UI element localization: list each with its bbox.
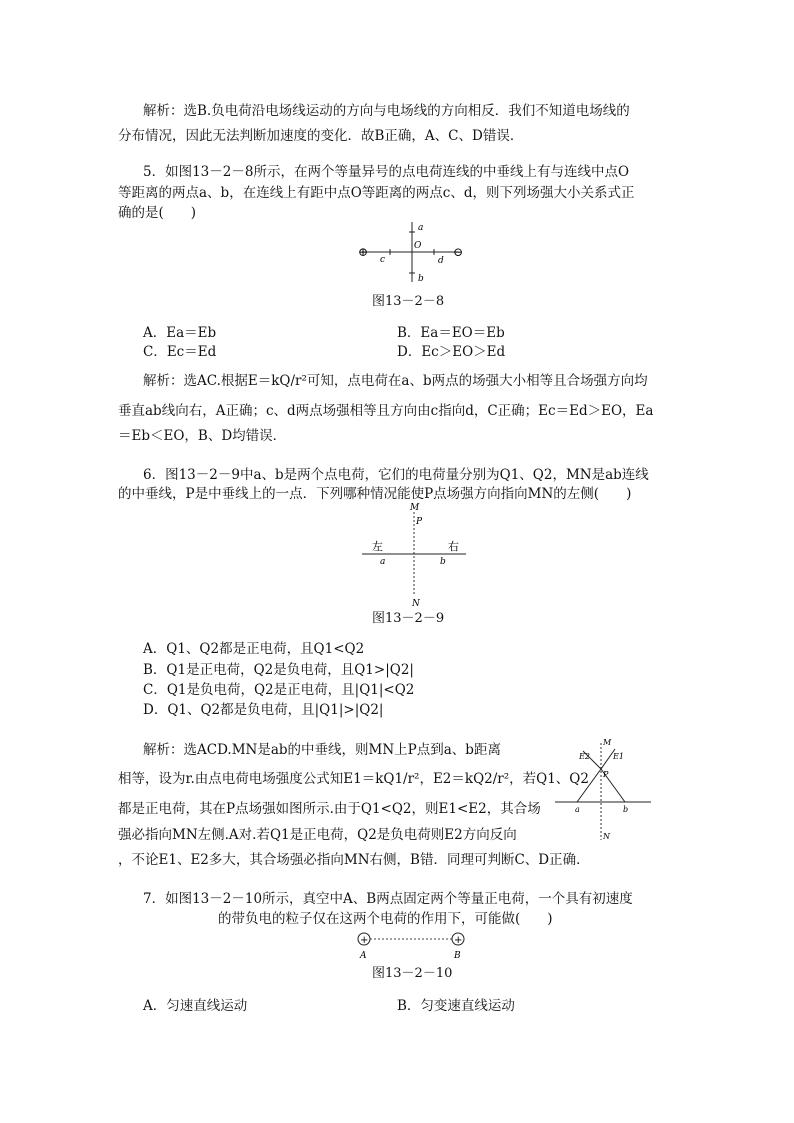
fig9-label-a: a [380, 557, 386, 567]
figure-13-2-10 [352, 930, 472, 962]
q6s-label-e2: E2 [579, 752, 590, 761]
q5-solution-line-1: 解析：选AC.根据E＝kQ/r²可知，点电荷在a、b两点的场强大小相等且合场强方向均 [143, 373, 648, 389]
q6-solution-line-1: 解析：选ACD.MN是ab的中垂线，则MN上P点到a、b距离 [143, 742, 501, 758]
fig10-label-a: A [360, 951, 367, 961]
q6-solution-figure [553, 735, 653, 845]
q4-solution-line-1: 解析：选B.负电荷沿电场线运动的方向与电场线的方向相反．我们不知道电场线的 [143, 103, 630, 119]
negative-charge-icon: ⊖ [453, 245, 464, 259]
q5-stem-line-3: 确的是( ) [118, 205, 197, 221]
figure-caption-13-2-9: 图13－2－9 [372, 611, 445, 626]
q6-solution-line-3: 都是正电荷，其在P点场强如图所示.由于Q1<Q2，则E1<E2，其合场 [118, 801, 541, 817]
q6-option-c: C．Q1是负电荷，Q2是正电荷，且|Q1|<Q2 [143, 682, 415, 698]
fig9-label-p: P [416, 517, 423, 527]
positive-charge-icon: ⊕ [358, 245, 369, 259]
fig9-label-n: N [412, 599, 420, 609]
q6s-label-b: b [623, 805, 629, 814]
q7-stem-line-1: 7．如图13－2－10所示，真空中A、B两点固定两个等量正电荷，一个具有初速度 [143, 891, 633, 907]
figure-13-2-8 [350, 218, 470, 288]
fig8-label-b: b [418, 274, 424, 284]
fig8-label-c: c [380, 255, 386, 265]
q6s-label-e1: E1 [613, 752, 624, 761]
figure-13-2-9 [350, 500, 480, 610]
q4-solution-line-2: 分布情况，因此无法判断加速度的变化．故B正确，A、C、D错误． [118, 128, 524, 144]
fig9-label-left: 左 [372, 540, 383, 553]
figure-caption-13-2-8: 图13－2－8 [372, 294, 445, 309]
q6-option-b: B．Q1是正电荷，Q2是负电荷，且Q1>|Q2| [143, 662, 414, 678]
q6-option-d: D．Q1、Q2都是负电荷，且|Q1|>|Q2| [143, 702, 384, 718]
q6-stem-line-1: 6．图13－2－9中a、b是两个点电荷，它们的电荷量分别为Q1、Q2，MN是ab连线 [143, 467, 649, 483]
q6-option-a: A．Q1、Q2都是正电荷，且Q1<Q2 [143, 641, 365, 657]
q7-option-a: A．匀速直线运动 [143, 998, 248, 1014]
q5-option-a: A．Ea＝Eb [143, 325, 217, 341]
q6s-label-a: a [575, 805, 580, 814]
charge-b-plus-icon: + [454, 935, 463, 946]
q5-option-c: C．Ec＝Ed [143, 344, 217, 360]
q5-option-b: B．Ea＝EO＝Eb [397, 325, 505, 341]
q6s-label-p: P [603, 770, 609, 779]
figure-caption-13-2-10: 图13－2－10 [372, 966, 453, 981]
q6s-label-m: M [603, 738, 612, 747]
q6s-label-n: N [603, 832, 610, 841]
q7-option-b: B．匀变速直线运动 [397, 998, 515, 1014]
q5-stem-line-2: 等距离的两点a、b，在连线上有距中点O等距离的两点c、d，则下列场强大小关系式正 [118, 185, 635, 201]
charge-a-plus-icon: + [360, 935, 369, 946]
q6-solution-line-5: ，不论E1、E2多大，其合场强必指向MN右侧，B错．同理可判断C、D正确． [118, 852, 590, 868]
fig8-label-a: a [418, 223, 424, 233]
q5-stem-line-1: 5．如图13－2－8所示，在两个等量异号的点电荷连线的中垂线上有与连线中点O [143, 164, 630, 180]
fig9-label-m: M [410, 503, 420, 513]
q6-solution-line-2: 相等，设为r.由点电荷电场强度公式知E1＝kQ1/r²，E2＝kQ2/r²，若Q1、Q2 [118, 771, 589, 787]
q6-solution-line-4: 强必指向MN左侧.A对.若Q1是正电荷，Q2是负电荷则E2方向反向 [118, 827, 517, 843]
fig9-label-right: 右 [448, 540, 459, 553]
fig9-label-b: b [440, 557, 446, 567]
q7-stem-line-2: 的带负电的粒子仅在这两个电荷的作用下，可能做( ) [218, 911, 553, 927]
fig8-label-d: d [438, 256, 444, 266]
q6-stem-line-2: 的中垂线，P是中垂线上的一点．下列哪种情况能使P点场强方向指向MN的左侧( ) [118, 486, 632, 502]
fig10-label-b: B [454, 951, 461, 961]
q5-option-d: D．Ec＞EO＞Ed [397, 344, 506, 360]
q5-solution-line-2: 垂直ab线向右，A正确；c、d两点场强相等且方向由c指向d，C正确；Ec＝Ed＞EO，Ea [118, 403, 654, 419]
fig8-label-o: O [414, 241, 422, 251]
q5-solution-line-3: ＝Eb＜EO，B、D均错误． [118, 428, 287, 444]
